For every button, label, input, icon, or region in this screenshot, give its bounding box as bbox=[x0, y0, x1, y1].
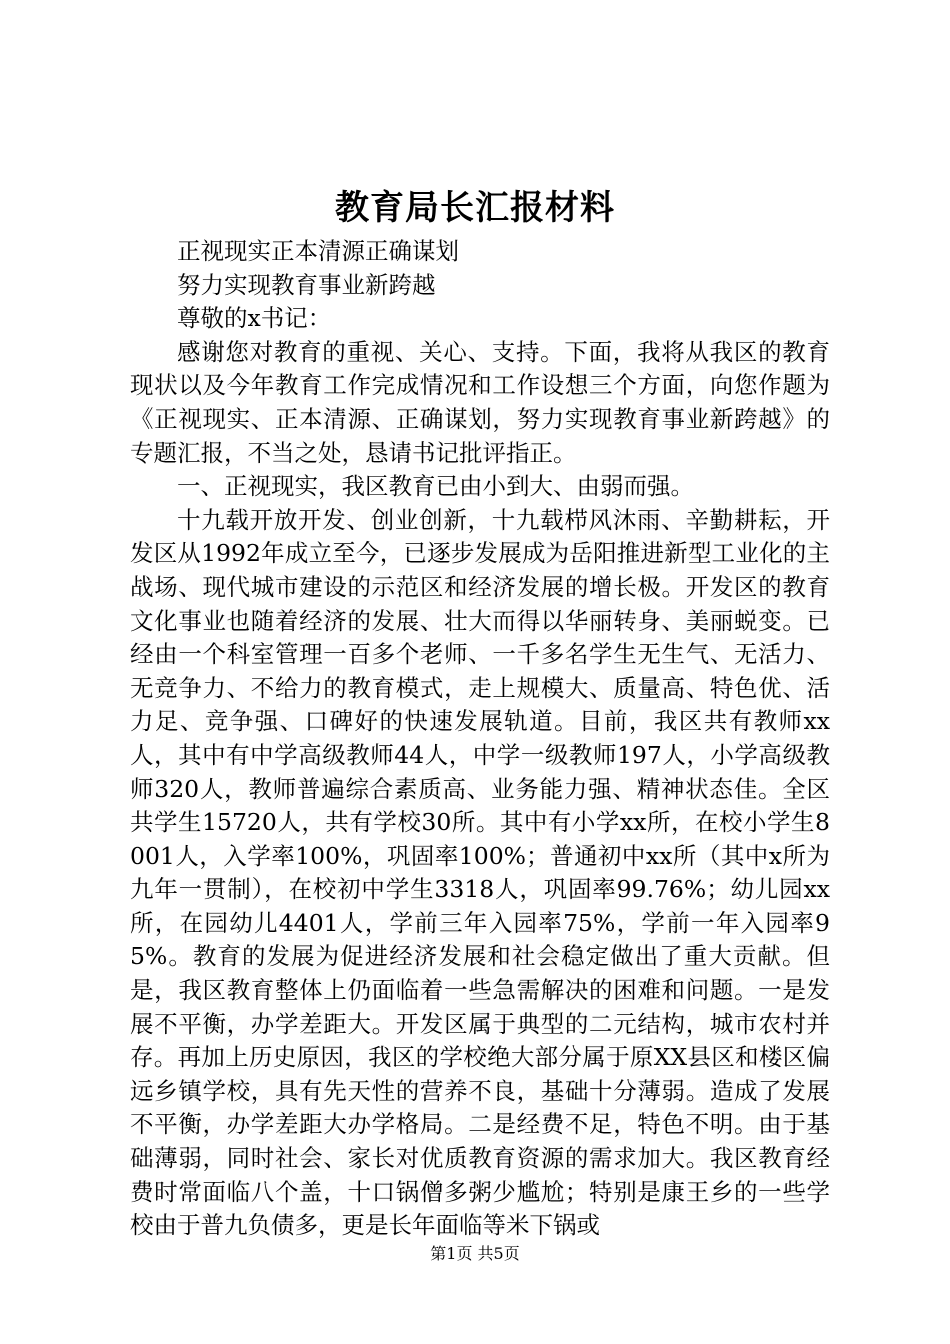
salutation: 尊敬的x书记： bbox=[177, 304, 332, 333]
paragraph-section-1: 十九载开放开发、创业创新，十九载栉风沐雨、辛勤耕耘，开发区从1992年成立至今，已逐步发展成为岳阳推进新型工业化的主战场、现代城市建设的示范区和经济发展的增长极。开发区的教育文化事业也随着经济的发展、壮大而得以华丽转身、美丽蜕变。已经由一个科室管理一百多个老师、一千多名学生无生气、无活力、无竞争力、不给力的教育模式，走上规模大、质量高、特色优、活力足、竞争强、口碑好的快速发展轨道。目前，我区共有教师xx人，其中有中学高级教师44人，中学一级教师197人，小学高级教师320人，教师普遍综合素质高、业务能力强、精神状态佳。全区共学生15720人，共有学校30所。其中有小学xx所，在校小学生8001人，入学率100%，巩固率100%；普通初中xx所（其中x所为九年一贯制），在校初中学生3318人，巩固率99.76%；幼儿园xx所，在园幼儿4401人，学前三年入园率75%，学前一年入园率95%。教育的发展为促进经济发展和社会稳定做出了重大贡献。但是，我区教育整体上仍面临着一些急需解决的困难和问题。一是发展不平衡，办学差距大。开发区属于典型的二元结构，城市农村并存。再加上历史原因，我区的学校绝大部分属于原XX县区和楼区偏远乡镇学校，具有先天性的营养不良，基础十分薄弱。造成了发展不平衡，办学差距大办学格局。二是经费不足，特色不明。由于基础薄弱，同时社会、家长对优质教育资源的需求加大。我区教育经费时常面临八个盖，十口锅僧多粥少尴尬；特别是康王乡的一些学校由于普九负债多，更是长年面临等米下锅或 bbox=[130, 505, 830, 1240]
section-heading-1: 一、正视现实，我区教育已由小到大、由弱而强。 bbox=[177, 472, 694, 501]
subtitle-line-1: 正视现实正本清源正确谋划 bbox=[177, 237, 459, 265]
document-title: 教育局长汇报材料 bbox=[335, 188, 615, 228]
paragraph-intro: 感谢您对教育的重视、关心、支持。下面，我将从我区的教育现状以及今年教育工作完成情况和工作设想三个方面，向您作题为《正视现实、正本清源、正确谋划，努力实现教育事业新跨越》的专题汇报，不当之处，恳请书记批评指正。 bbox=[130, 337, 830, 467]
page-footer: 第1页 共5页 bbox=[430, 1244, 520, 1263]
document-body bbox=[130, 235, 830, 1243]
subtitle-line-2: 努力实现教育事业新跨越 bbox=[177, 270, 436, 299]
